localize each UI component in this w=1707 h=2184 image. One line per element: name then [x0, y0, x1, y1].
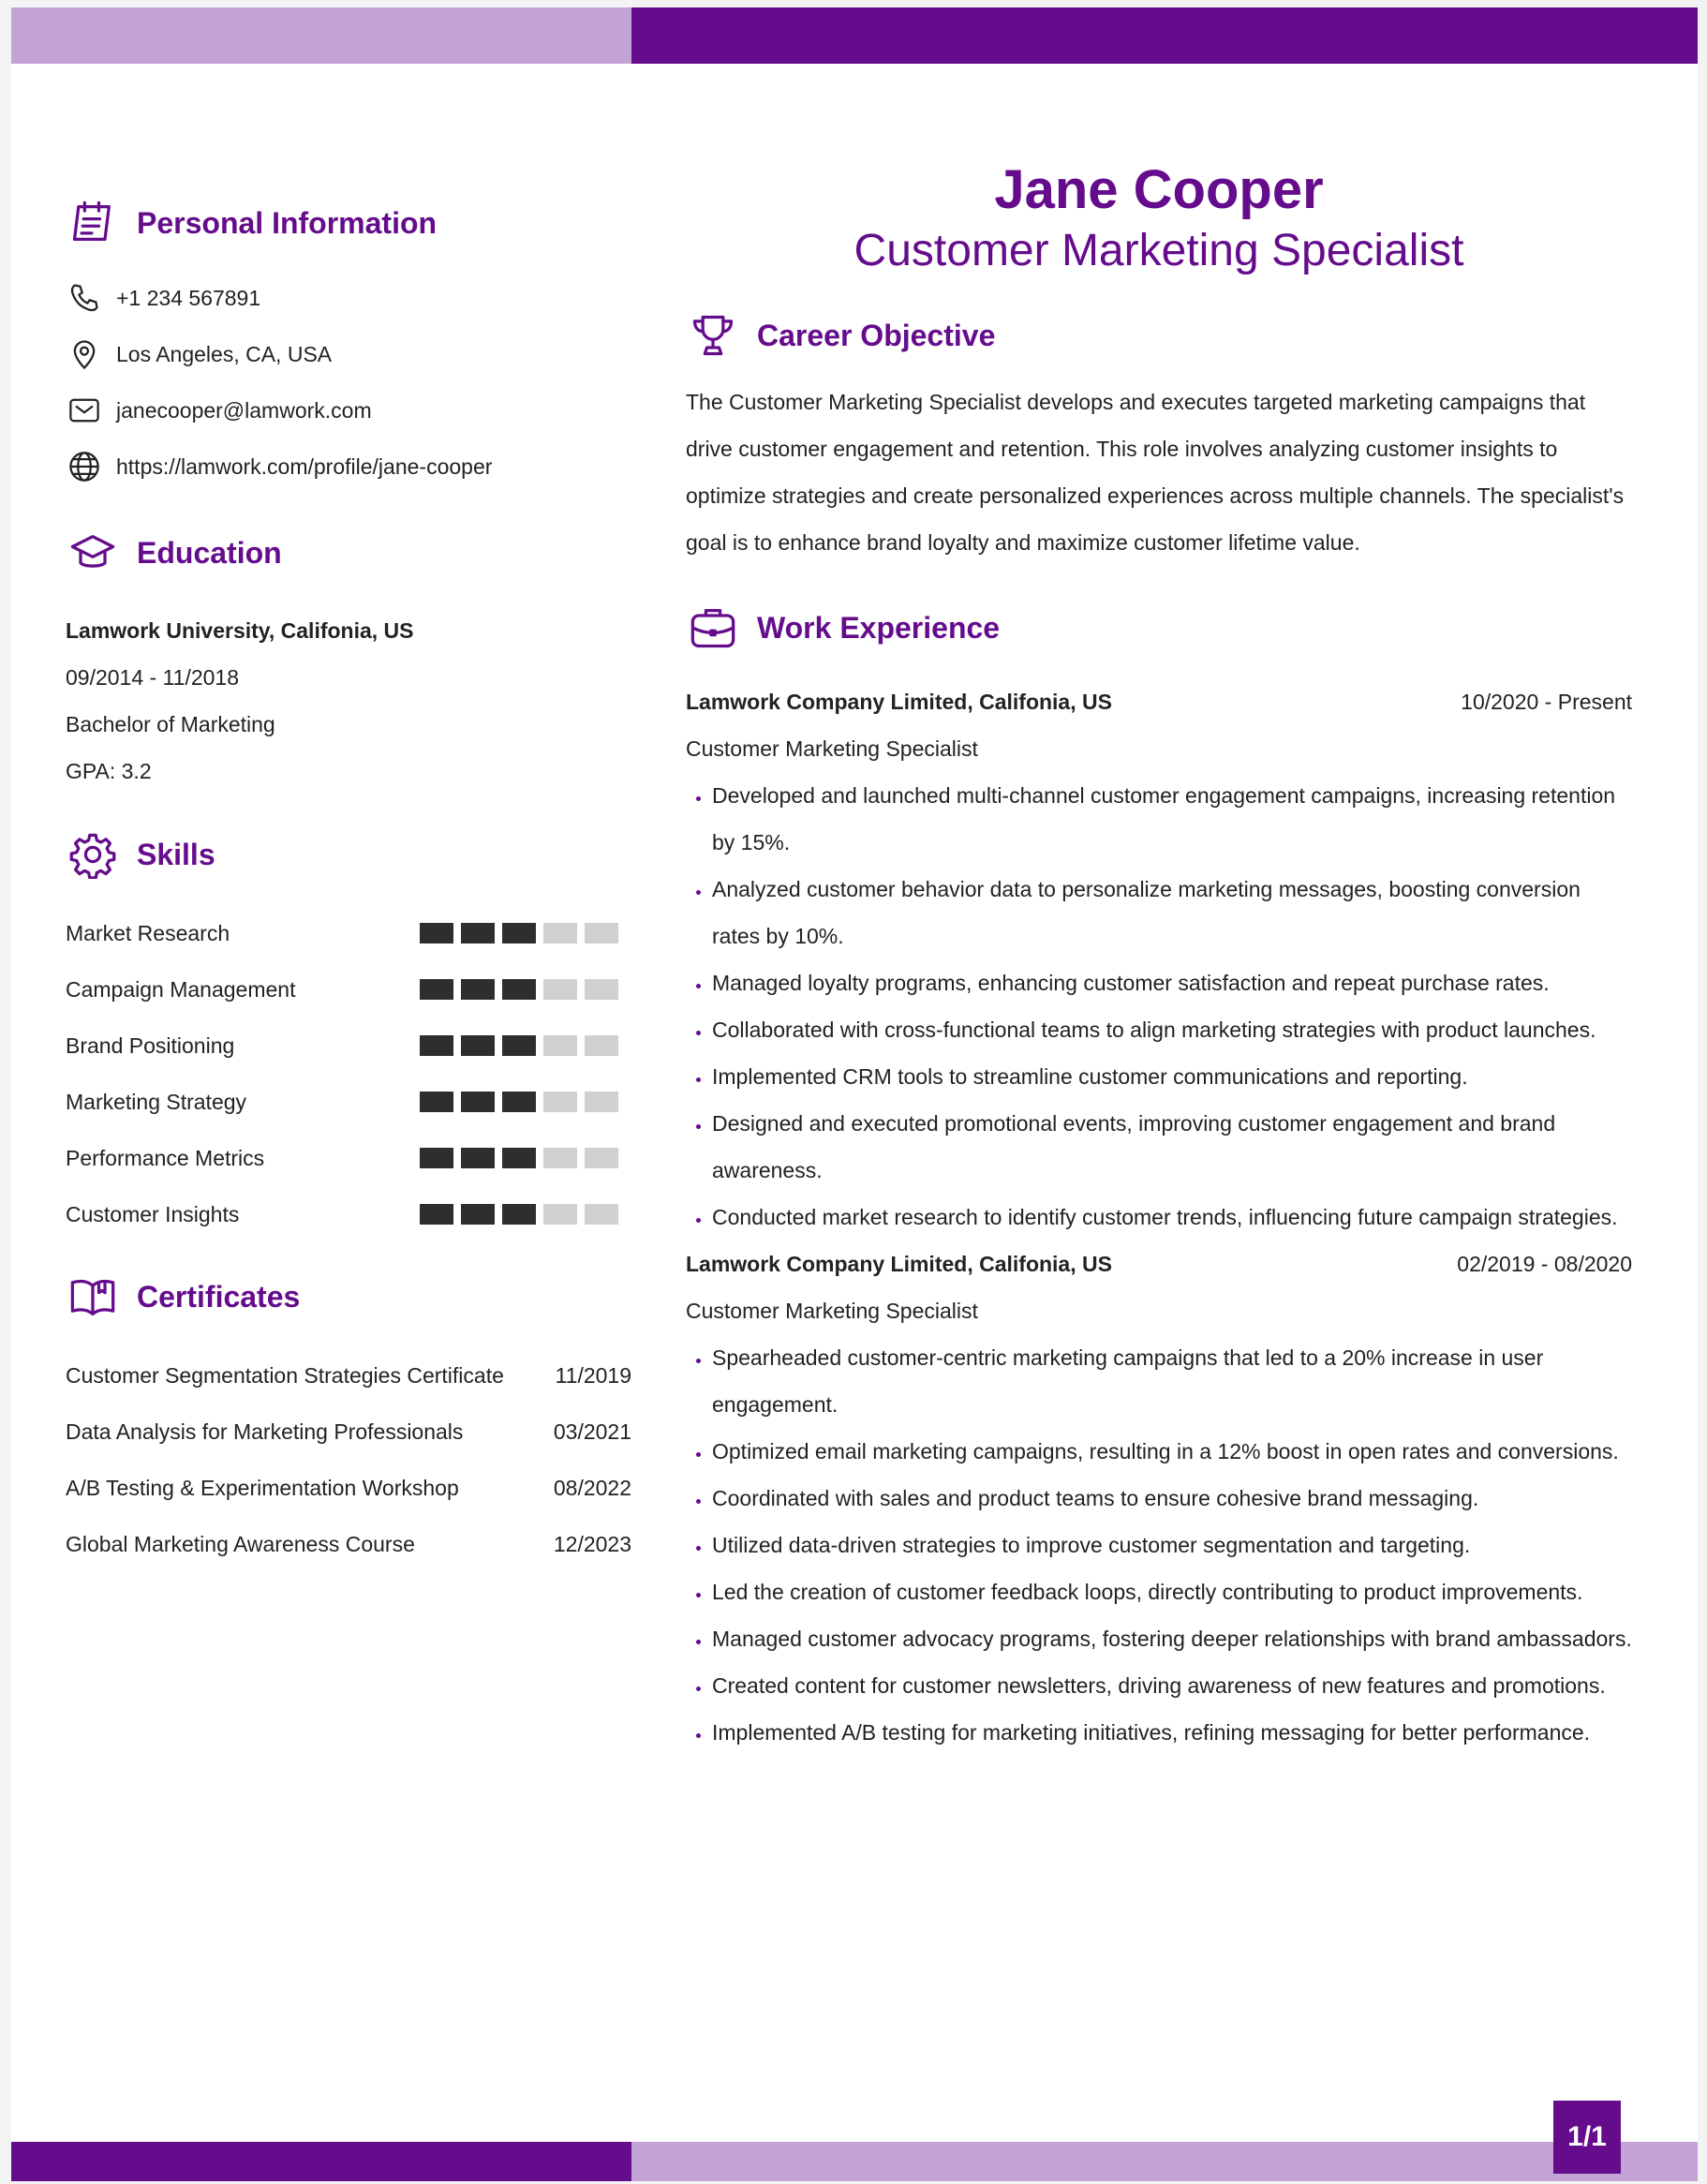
job-bullet: • Spearheaded customer-centric marketing campaigns that led to a 20% increase in user engagement.	[712, 1334, 1632, 1428]
top-band-dark	[631, 7, 1698, 64]
skill-level-empty	[585, 923, 618, 943]
job-bullets	[686, 1334, 1632, 1756]
skill-level-filled	[461, 1148, 495, 1168]
certificate-row	[66, 1516, 631, 1572]
skill-row	[66, 1074, 637, 1130]
education-header	[66, 515, 637, 590]
skill-level-filled	[461, 923, 495, 943]
skill-level-filled	[502, 1035, 536, 1056]
job-dates: 10/2020 - Present	[1461, 690, 1632, 714]
job-company: Lamwork Company Limited, Califonia, US	[686, 1252, 1112, 1276]
mail-icon	[66, 392, 103, 429]
skill-level-empty	[585, 979, 618, 1000]
skill-name: Performance Metrics	[66, 1145, 265, 1170]
skill-row	[66, 1186, 637, 1242]
job-bullets	[686, 772, 1632, 1241]
skill-name: Marketing Strategy	[66, 1089, 247, 1114]
candidate-title: Customer Marketing Specialist	[854, 226, 1464, 275]
certificate-date: 08/2022	[553, 1475, 631, 1500]
skill-level-empty	[543, 1035, 577, 1056]
job-bullet: • Designed and executed promotional events, improving customer engagement and brand awareness.	[712, 1100, 1632, 1194]
skill-level-filled	[420, 1148, 453, 1168]
right-column	[686, 157, 1632, 1756]
certificate-name: Global Marketing Awareness Course	[66, 1531, 415, 1556]
skill-level-empty	[585, 1092, 618, 1112]
phone-icon	[66, 279, 103, 317]
calendar-note-icon	[66, 196, 120, 250]
education-title: Education	[137, 535, 282, 570]
bottom-band-dark	[11, 2142, 631, 2181]
certificate-row	[66, 1460, 631, 1516]
job-header	[686, 1241, 1632, 1287]
job-company: Lamwork Company Limited, Califonia, US	[686, 690, 1112, 714]
trophy-icon	[686, 308, 740, 363]
job-entry	[686, 1241, 1632, 1756]
email-text: janecooper@lamwork.com	[116, 397, 372, 423]
skill-level-meter	[420, 923, 626, 943]
skill-level-filled	[502, 979, 536, 1000]
website-text: https://lamwork.com/profile/jane-cooper	[116, 453, 493, 479]
skill-level-filled	[461, 1035, 495, 1056]
skill-row	[66, 961, 637, 1018]
skill-level-filled	[502, 1092, 536, 1112]
job-role: Customer Marketing Specialist	[686, 736, 978, 761]
skill-name: Customer Insights	[66, 1201, 240, 1226]
job-header	[686, 678, 1632, 725]
job-role: Customer Marketing Specialist	[686, 1299, 978, 1323]
skill-level-empty	[543, 1148, 577, 1168]
globe-icon	[66, 448, 103, 485]
skill-level-empty	[543, 923, 577, 943]
skill-name: Market Research	[66, 920, 230, 945]
bottom-band-light	[631, 2142, 1698, 2181]
skill-level-meter	[420, 1092, 626, 1112]
job-bullet: • Coordinated with sales and product teams to ensure cohesive brand messaging.	[712, 1475, 1632, 1522]
personal-info-title: Personal Information	[137, 205, 438, 240]
location-pin-icon	[66, 335, 103, 373]
skill-row	[66, 1130, 637, 1186]
job-bullet: • Conducted market research to identify customer trends, influencing future campaign strategies.	[712, 1194, 1632, 1241]
skill-level-filled	[502, 1204, 536, 1225]
certificates-title: Certificates	[137, 1279, 301, 1314]
resume-page	[11, 7, 1698, 2181]
contact-phone	[66, 270, 637, 326]
skill-level-empty	[543, 1092, 577, 1112]
job-dates: 02/2019 - 08/2020	[1457, 1252, 1632, 1276]
skill-level-meter	[420, 1035, 626, 1056]
candidate-name: Jane Cooper	[994, 159, 1324, 220]
gear-icon	[66, 827, 120, 882]
certificate-name: Data Analysis for Marketing Professionals	[66, 1419, 464, 1444]
jobs-list	[686, 678, 1632, 1756]
book-icon	[66, 1270, 120, 1324]
skill-level-filled	[502, 923, 536, 943]
experience-title: Work Experience	[757, 610, 1001, 645]
skill-level-empty	[585, 1035, 618, 1056]
experience-header	[686, 590, 1632, 665]
page-indicator: 1/1	[1553, 2101, 1621, 2174]
job-bullet: • Created content for customer newsletters, driving awareness of new features and promotions.	[712, 1662, 1632, 1709]
skill-name: Campaign Management	[66, 976, 296, 1002]
job-bullet: • Implemented CRM tools to streamline customer communications and reporting.	[712, 1053, 1632, 1100]
skill-level-filled	[420, 979, 453, 1000]
skill-level-meter	[420, 979, 626, 1000]
certificate-date: 12/2023	[553, 1531, 631, 1556]
job-bullet: • Developed and launched multi-channel customer engagement campaigns, increasing retention by 15%.	[712, 772, 1632, 866]
skill-level-filled	[420, 1035, 453, 1056]
skill-level-filled	[461, 979, 495, 1000]
education-degree: Bachelor of Marketing	[66, 712, 275, 736]
skills-title: Skills	[137, 837, 215, 871]
certificates-list	[66, 1347, 637, 1572]
certificate-row	[66, 1347, 631, 1404]
job-bullet: • Managed loyalty programs, enhancing customer satisfaction and repeat purchase rates.	[712, 959, 1632, 1006]
location-text: Los Angeles, CA, USA	[116, 341, 333, 366]
objective-title: Career Objective	[757, 318, 996, 352]
graduation-cap-icon	[66, 526, 120, 580]
skill-level-empty	[585, 1148, 618, 1168]
contact-website	[66, 438, 637, 495]
contact-location	[66, 326, 637, 382]
job-bullet: • Implemented A/B testing for marketing initiatives, refining messaging for better performance.	[712, 1709, 1632, 1756]
job-bullet: • Led the creation of customer feedback loops, directly contributing to product improvements.	[712, 1568, 1632, 1615]
job-bullet: • Analyzed customer behavior data to personalize marketing messages, boosting conversion rates by 10%.	[712, 866, 1632, 959]
skills-header	[66, 817, 637, 892]
skill-level-meter	[420, 1204, 626, 1225]
skill-level-empty	[543, 1204, 577, 1225]
job-bullet: • Collaborated with cross-functional teams to align marketing strategies with product launches.	[712, 1006, 1632, 1053]
job-bullet: • Managed customer advocacy programs, fostering deeper relationships with brand ambassadors.	[712, 1615, 1632, 1662]
top-band-light	[11, 7, 631, 64]
certificate-date: 03/2021	[553, 1419, 631, 1444]
certificate-row	[66, 1404, 631, 1460]
job-bullet: • Optimized email marketing campaigns, resulting in a 12% boost in open rates and conversions.	[712, 1428, 1632, 1475]
certificate-date: 11/2019	[555, 1362, 631, 1388]
left-column	[66, 186, 637, 1572]
phone-text: +1 234 567891	[116, 285, 261, 310]
education-dates: 09/2014 - 11/2018	[66, 665, 240, 690]
briefcase-icon	[686, 601, 740, 655]
skill-name: Brand Positioning	[66, 1033, 235, 1058]
skill-row	[66, 905, 637, 961]
skills-list	[66, 905, 637, 1242]
objective-header	[686, 298, 1632, 373]
objective-text: The Customer Marketing Specialist develops and executes targeted marketing campaigns that drive customer engagement and retention. This role involves analyzing customer insights to optimize strategies and create personalized experiences across multiple channels. The specialist's goal is to enhance brand loyalty and maximize customer lifetime value.	[686, 390, 1625, 555]
skill-level-meter	[420, 1148, 626, 1168]
certificates-header	[66, 1259, 637, 1334]
job-entry	[686, 678, 1632, 1241]
education-gpa: GPA: 3.2	[66, 759, 152, 783]
skill-level-empty	[585, 1204, 618, 1225]
contact-email	[66, 382, 637, 438]
certificate-name: Customer Segmentation Strategies Certificate	[66, 1362, 504, 1388]
education-school: Lamwork University, Califonia, US	[66, 618, 414, 643]
job-bullet: • Utilized data-driven strategies to improve customer segmentation and targeting.	[712, 1522, 1632, 1568]
certificate-name: A/B Testing & Experimentation Workshop	[66, 1475, 459, 1500]
skill-level-empty	[543, 979, 577, 1000]
skill-row	[66, 1018, 637, 1074]
skill-level-filled	[461, 1092, 495, 1112]
skill-level-filled	[420, 1204, 453, 1225]
skill-level-filled	[420, 923, 453, 943]
personal-info-header	[66, 186, 637, 260]
skill-level-filled	[420, 1092, 453, 1112]
skill-level-filled	[502, 1148, 536, 1168]
skill-level-filled	[461, 1204, 495, 1225]
